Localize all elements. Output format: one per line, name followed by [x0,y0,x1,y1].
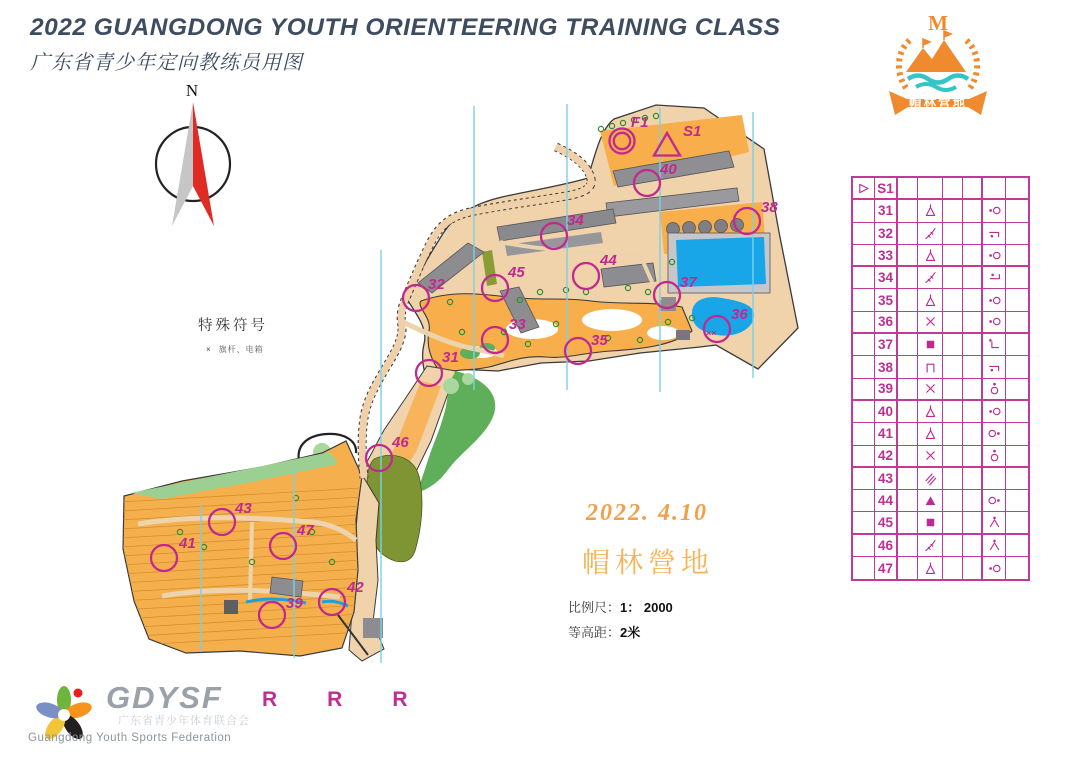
control-description-table [851,176,1030,581]
dot-circle-symbol-icon [983,200,1006,222]
description-cell [853,200,875,222]
description-cell [963,401,983,423]
special-symbols-legend [198,314,268,355]
description-cell [963,423,983,445]
legend-title: 特殊符号 [198,318,268,334]
description-cell [963,245,983,267]
description-cell [898,535,918,557]
description-cell [853,289,875,311]
dot-circle-symbol-icon [983,557,1006,579]
mountains-icon [906,40,966,72]
description-cell [1006,312,1028,334]
description-cell [898,334,918,356]
description-cell [943,401,963,423]
description-cell [853,535,875,557]
description-cell [898,267,918,289]
building-symbol-icon [918,512,943,534]
description-cell [963,535,983,557]
description-cell [943,178,963,200]
control-number: 41 [179,535,196,552]
description-cell [963,334,983,356]
control-number: 39 [286,595,303,612]
description-cell [1006,446,1028,468]
description-cell [963,512,983,534]
control-number: 31 [442,349,459,366]
control-number: 45 [508,264,525,281]
map-scale-value: 1： 2000 [620,600,673,615]
dot-circle-symbol-icon [983,289,1006,311]
description-cell [1006,423,1028,445]
page-subtitle: 广东省青少年定向教练员用图 [30,52,303,74]
hatch-symbol-icon [918,468,943,490]
compass-north-label: N [185,81,199,100]
tree-symbol-icon [918,423,943,445]
description-cell [1006,356,1028,378]
control-number: 47 [297,522,314,539]
start-label: S1 [683,123,702,140]
slope-symbol-icon [918,267,943,289]
control-code: 46 [875,535,898,557]
description-cell [898,356,918,378]
control-number: 42 [347,579,364,596]
control-number: 34 [567,212,584,229]
description-cell [1006,223,1028,245]
description-cell [963,468,983,490]
description-cell [898,178,918,200]
registration-mark: R [392,688,408,711]
map-scale-label: 比例尺： [568,600,621,615]
description-cell [1006,289,1028,311]
description-cell [853,490,875,512]
federation-name-cn: 广东省青少年体育联合会 [118,715,250,727]
control-number: 40 [660,161,677,178]
registration-marks [262,688,408,712]
map-scale [568,597,778,616]
description-cell [943,446,963,468]
description-cell [943,334,963,356]
tbar-dot-down-symbol-icon [983,223,1006,245]
wreath-right-icon [966,40,977,88]
description-cell [1006,401,1028,423]
camp-logo-monogram: M [928,11,948,35]
control-code: 41 [875,423,898,445]
page-title: 2022 GUANGDONG YOUTH ORIENTEERING TRAINING CLASS [30,14,781,41]
circle-dot-top-symbol-icon [983,379,1006,401]
description-cell [943,490,963,512]
description-cell [963,267,983,289]
finish-label: F1 [631,114,649,131]
description-cell [963,557,983,579]
title-block [30,14,780,75]
description-cell [943,557,963,579]
control-number: 46 [392,434,409,451]
description-cell [898,401,918,423]
control-code: 33 [875,245,898,267]
description-cell [853,267,875,289]
description-cell [983,178,1006,200]
description-cell [943,379,963,401]
map-contour-label: 等高距： [568,625,621,640]
description-cell [1006,267,1028,289]
control-code: 32 [875,223,898,245]
description-cell [963,312,983,334]
description-cell [898,379,918,401]
description-cell [943,512,963,534]
description-cell [853,446,875,468]
description-cell [963,356,983,378]
camp-logo-banner-text: 帽林营地 [908,96,968,110]
registration-mark: R [262,688,278,711]
wave2-icon [916,84,956,90]
map-contour-value: 2米 [620,625,641,640]
description-cell [943,468,963,490]
control-number: 35 [591,332,608,349]
control-code: S1 [875,178,898,200]
description-cell [853,423,875,445]
control-code: 31 [875,200,898,222]
description-cell [963,178,983,200]
description-cell [853,379,875,401]
federation-acronym: GDYSF [106,680,223,715]
control-code: 43 [875,468,898,490]
control-number: 43 [235,500,252,517]
control-number: 32 [428,276,445,293]
description-cell [898,312,918,334]
description-cell [853,512,875,534]
control-code: 39 [875,379,898,401]
control-code: 36 [875,312,898,334]
cross-symbol-icon [918,446,943,468]
map-date: 2022. 4.10 [586,500,708,526]
description-cell [943,535,963,557]
description-cell [853,223,875,245]
description-cell [1006,557,1028,579]
canopy-symbol-icon [918,356,943,378]
description-cell [983,468,1006,490]
description-cell [898,245,918,267]
description-cell [1006,490,1028,512]
description-cell [943,312,963,334]
description-cell [943,200,963,222]
dot-circle-symbol-icon [983,312,1006,334]
federation-name-en: Guangdong Youth Sports Federation [28,732,232,744]
description-cell [898,490,918,512]
control-number: 36 [731,306,748,323]
camp-logo [876,6,1000,122]
circle-dot-top-symbol-icon [983,446,1006,468]
description-cell [898,200,918,222]
description-cell [943,267,963,289]
description-cell [898,446,918,468]
slope-symbol-icon [918,535,943,557]
description-cell [943,289,963,311]
map-contour [568,622,778,641]
cross-symbol-icon [918,379,943,401]
north-arrow-icon [148,80,244,236]
description-cell [1006,334,1028,356]
tbar-dot-up-symbol-icon [983,267,1006,289]
description-cell [898,512,918,534]
tree-symbol-icon [918,245,943,267]
control-code: 34 [875,267,898,289]
description-cell [1006,512,1028,534]
start-triangle-icon [853,178,875,200]
control-number: 33 [509,316,526,333]
description-cell [943,223,963,245]
legend-item-label: 旗杆、电箱 [218,345,264,354]
description-cell [943,356,963,378]
compass [148,80,244,236]
camp-logo-icon [876,6,1000,122]
corner-dot-symbol-icon [983,334,1006,356]
control-number: 38 [761,199,778,216]
description-cell [963,379,983,401]
description-cell [963,289,983,311]
description-cell [898,223,918,245]
description-cell [963,223,983,245]
control-code: 44 [875,490,898,512]
registration-mark: R [327,688,343,711]
legend-item [198,344,268,355]
description-cell [898,423,918,445]
control-code: 38 [875,356,898,378]
building-symbol-icon [918,334,943,356]
control-code: 42 [875,446,898,468]
description-cell [853,401,875,423]
description-cell [853,334,875,356]
special-object-marks: ×× [706,328,717,338]
cross-symbol-icon: × [206,345,212,354]
description-cell [853,557,875,579]
control-code: 40 [875,401,898,423]
circle-dot-right-symbol-icon [983,490,1006,512]
map-camp-name: 帽林營地 [582,548,715,579]
control-number: 44 [600,252,617,269]
federation-logo-block [18,676,278,756]
description-cell [943,423,963,445]
dot-circle-symbol-icon [983,401,1006,423]
description-cell [963,446,983,468]
dot-circle-symbol-icon [983,245,1006,267]
description-cell [853,468,875,490]
description-cell [1006,468,1028,490]
wave-icon [908,76,968,83]
circle-dot-right-symbol-icon [983,423,1006,445]
tree-symbol-icon [918,557,943,579]
cross-symbol-icon [918,312,943,334]
description-cell [853,356,875,378]
map-info-block [568,500,778,641]
control-code: 37 [875,334,898,356]
description-cell [943,245,963,267]
description-cell [918,178,943,200]
description-cell [963,490,983,512]
control-code: 45 [875,512,898,534]
description-cell [1006,200,1028,222]
slope-symbol-icon [918,223,943,245]
control-code: 35 [875,289,898,311]
control-code: 47 [875,557,898,579]
junction-dot-symbol-icon [983,535,1006,557]
triangle-symbol-icon [918,490,943,512]
description-cell [853,312,875,334]
description-cell [898,289,918,311]
control-number: 37 [680,274,697,291]
wreath-left-icon [899,40,910,88]
description-cell [1006,178,1028,200]
tree-symbol-icon [918,289,943,311]
junction-dot-symbol-icon [983,512,1006,534]
description-cell [898,557,918,579]
description-cell [1006,535,1028,557]
tree-symbol-icon [918,200,943,222]
description-cell [963,200,983,222]
description-cell [1006,379,1028,401]
description-cell [898,468,918,490]
description-cell [1006,245,1028,267]
tbar-dot-down-symbol-icon [983,356,1006,378]
tree-symbol-icon [918,401,943,423]
description-cell [853,245,875,267]
